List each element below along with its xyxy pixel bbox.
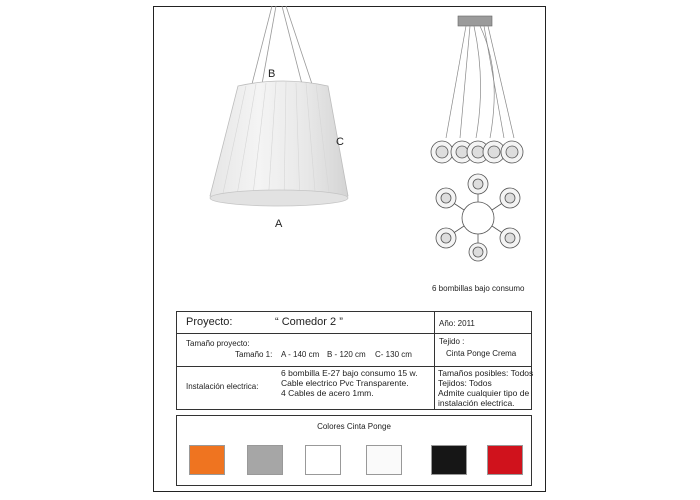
table-divider bbox=[176, 333, 532, 334]
size-c: C- 130 cm bbox=[375, 350, 412, 359]
proyecto-label: Proyecto: bbox=[186, 316, 233, 328]
dimension-label-a: A bbox=[275, 218, 283, 230]
color-swatch-red bbox=[487, 445, 523, 475]
notes bbox=[438, 368, 533, 408]
colors-title: Colores Cinta Ponge bbox=[317, 422, 391, 431]
proyecto-value: “ Comedor 2 ” bbox=[275, 316, 343, 328]
tejido-label: Tejido : bbox=[439, 337, 465, 346]
size-a: A - 140 cm bbox=[281, 350, 320, 359]
note-line: Admite cualquier tipo de bbox=[438, 388, 530, 398]
instalacion-line: 4 Cables de acero 1mm. bbox=[281, 388, 374, 398]
bulbs-caption: 6 bombillas bajo consumo bbox=[432, 284, 525, 293]
dimension-label-b: B bbox=[268, 68, 276, 80]
tejido-value: Cinta Ponge Crema bbox=[446, 349, 517, 358]
color-swatch-grey bbox=[247, 445, 283, 475]
dimension-label-c: C bbox=[336, 136, 344, 148]
bulb-layout-drawing bbox=[422, 12, 532, 262]
table-divider bbox=[176, 366, 532, 367]
note-line: instalación electrica. bbox=[438, 398, 515, 408]
year-label: Año: 2011 bbox=[439, 319, 475, 328]
color-swatch-black bbox=[431, 445, 467, 475]
note-line: Tamaños posibles: Todos bbox=[438, 368, 534, 378]
table-divider bbox=[434, 311, 435, 410]
instalacion-label: Instalación electrica: bbox=[186, 382, 259, 391]
color-swatch-orange bbox=[189, 445, 225, 475]
color-swatch-white bbox=[305, 445, 341, 475]
color-swatch-cream bbox=[366, 445, 402, 475]
note-line: Tejidos: Todos bbox=[438, 378, 492, 388]
tamano-1-label: Tamaño 1: bbox=[235, 350, 273, 359]
tamano-label: Tamaño proyecto: bbox=[186, 339, 250, 348]
lamp-drawing bbox=[190, 6, 380, 236]
size-b: B - 120 cm bbox=[327, 350, 366, 359]
instalacion-line: 6 bombilla E-27 bajo consumo 15 w. bbox=[281, 368, 418, 378]
instalacion-line: Cable electrico Pvc Transparente. bbox=[281, 378, 409, 388]
instalacion-details bbox=[281, 368, 418, 398]
